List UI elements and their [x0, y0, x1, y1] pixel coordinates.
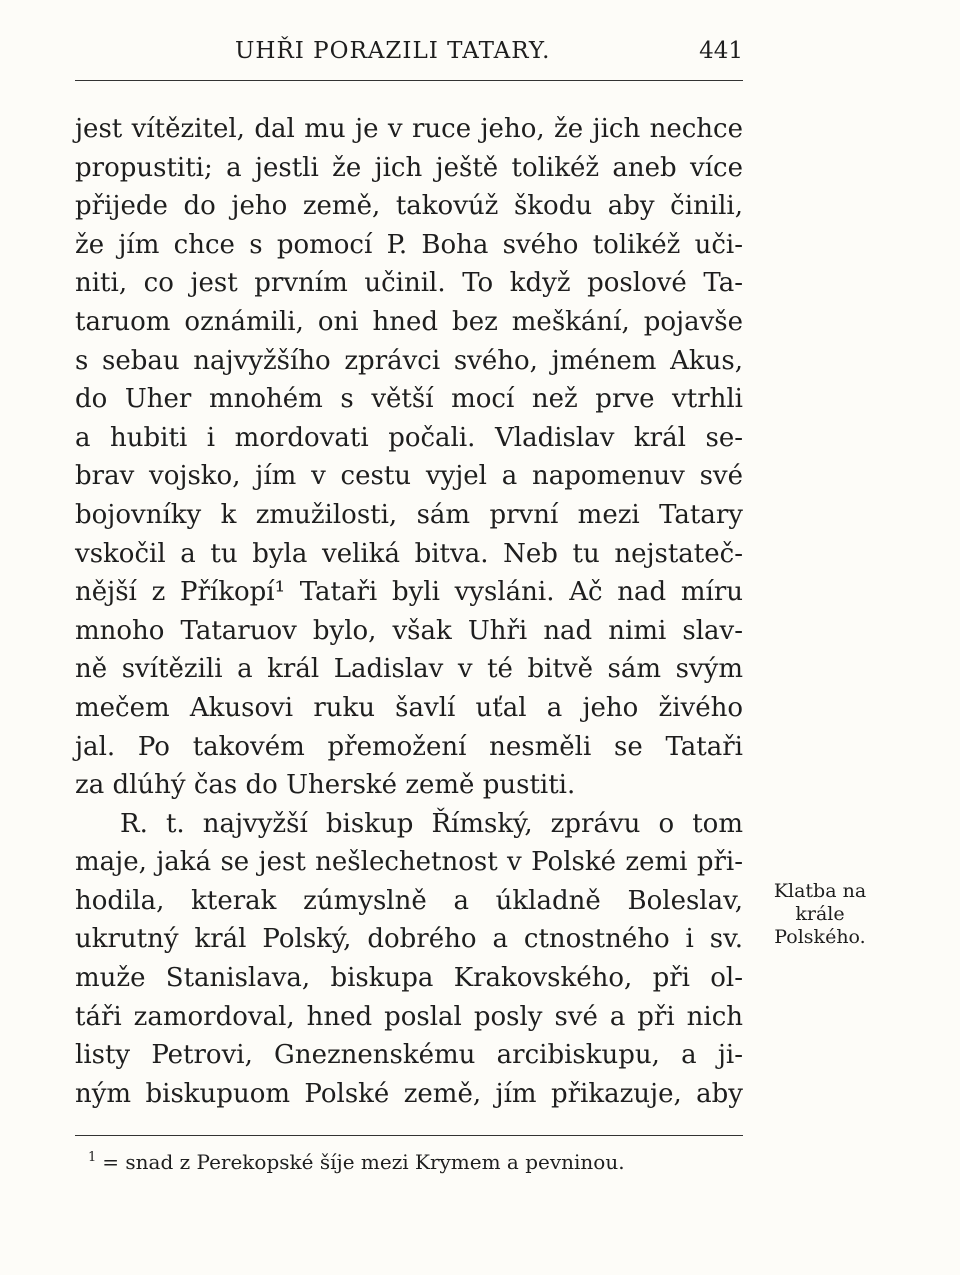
footnote-rule: [75, 1135, 743, 1136]
text-line: vskočil a tu byla veliká bitva. Neb tu nejstateč-: [75, 538, 743, 569]
text-line: taruom oznámili, oni hned bez meškání, pojavše: [75, 306, 743, 337]
text-line: niti, co jest prvním učinil. To když poslové Ta-: [75, 268, 743, 299]
text-line: propustiti; a jestli že jich ještě tolikéž aneb více: [75, 152, 743, 183]
margin-note-line: Polského.: [774, 926, 866, 948]
text-line: jest vítězitel, dal mu je v ruce jeho, že jich nechce: [75, 114, 743, 144]
text-line: ným biskupuom Polské země, jím přikazuje, aby: [75, 1078, 743, 1109]
text-line: mnoho Tataruov bylo, však Uhři nad nimi slav-: [75, 615, 743, 646]
text-line: listy Petrovi, Gneznenskému arcibiskupu, a ji-: [75, 1040, 743, 1071]
running-title: UHŘI PORAZILI TATARY.: [235, 38, 551, 64]
text-line: brav vojsko, jím v cestu vyjel a napomenuv své: [75, 461, 743, 492]
text-line: za dlúhý čas do Uherské země pustiti.: [75, 770, 576, 801]
text-line: že jím chce s pomocí P. Boha svého tolikéž uči-: [75, 229, 743, 260]
page-number: 441: [699, 38, 743, 64]
text-line: bojovníky k zmužilosti, sám první mezi Tatary: [75, 499, 743, 530]
text-line: a hubiti i mordovati počali. Vladislav král se-: [75, 422, 743, 453]
text-line: ukrutný král Polský, dobrého a ctnostného i sv.: [75, 924, 743, 955]
text-line: ně svítězili a král Ladislav v té bitvě sám svým: [75, 654, 743, 685]
text-line: muže Stanislava, biskupa Krakovského, při ol-: [75, 963, 743, 994]
footnote-text: = snad z Perekopské šíje mezi Krymem a pevninou.: [102, 1150, 625, 1174]
footnote: [88, 1150, 625, 1174]
body-text: [75, 110, 743, 1113]
text-line: maje, jaká se jest nešlechetnost v Polské zemi při-: [75, 847, 743, 878]
text-line: přijede do jeho země, takovúž škodu aby činili,: [75, 191, 743, 222]
margin-note-line: Klatba na: [773, 880, 867, 902]
page-header: [75, 38, 743, 78]
margin-note: [760, 880, 880, 949]
margin-note-line: krále: [795, 903, 845, 925]
footnote-marker: 1: [88, 1150, 97, 1165]
text-line: hodila, kterak zúmyslně a úkladně Boleslav,: [75, 885, 743, 916]
text-line: mečem Akusovi ruku šavlí uťal a jeho živého: [75, 692, 743, 723]
text-line: R. t. najvyžší biskup Římský, zprávu o tom: [120, 808, 743, 839]
text-line: jal. Po takovém přemožení nesměli se Tataři: [75, 731, 743, 762]
text-line: s sebau najvyžšího zprávci svého, jménem Akus,: [75, 345, 743, 376]
text-line: do Uher mnohém s větší mocí než prve vtrhli: [75, 384, 743, 415]
header-rule: [75, 80, 743, 81]
text-line: nější z Příkopí¹ Tataři byli vysláni. Ač nad míru: [75, 577, 743, 608]
text-line: táři zamordoval, hned poslal posly své a při nich: [75, 1001, 743, 1032]
